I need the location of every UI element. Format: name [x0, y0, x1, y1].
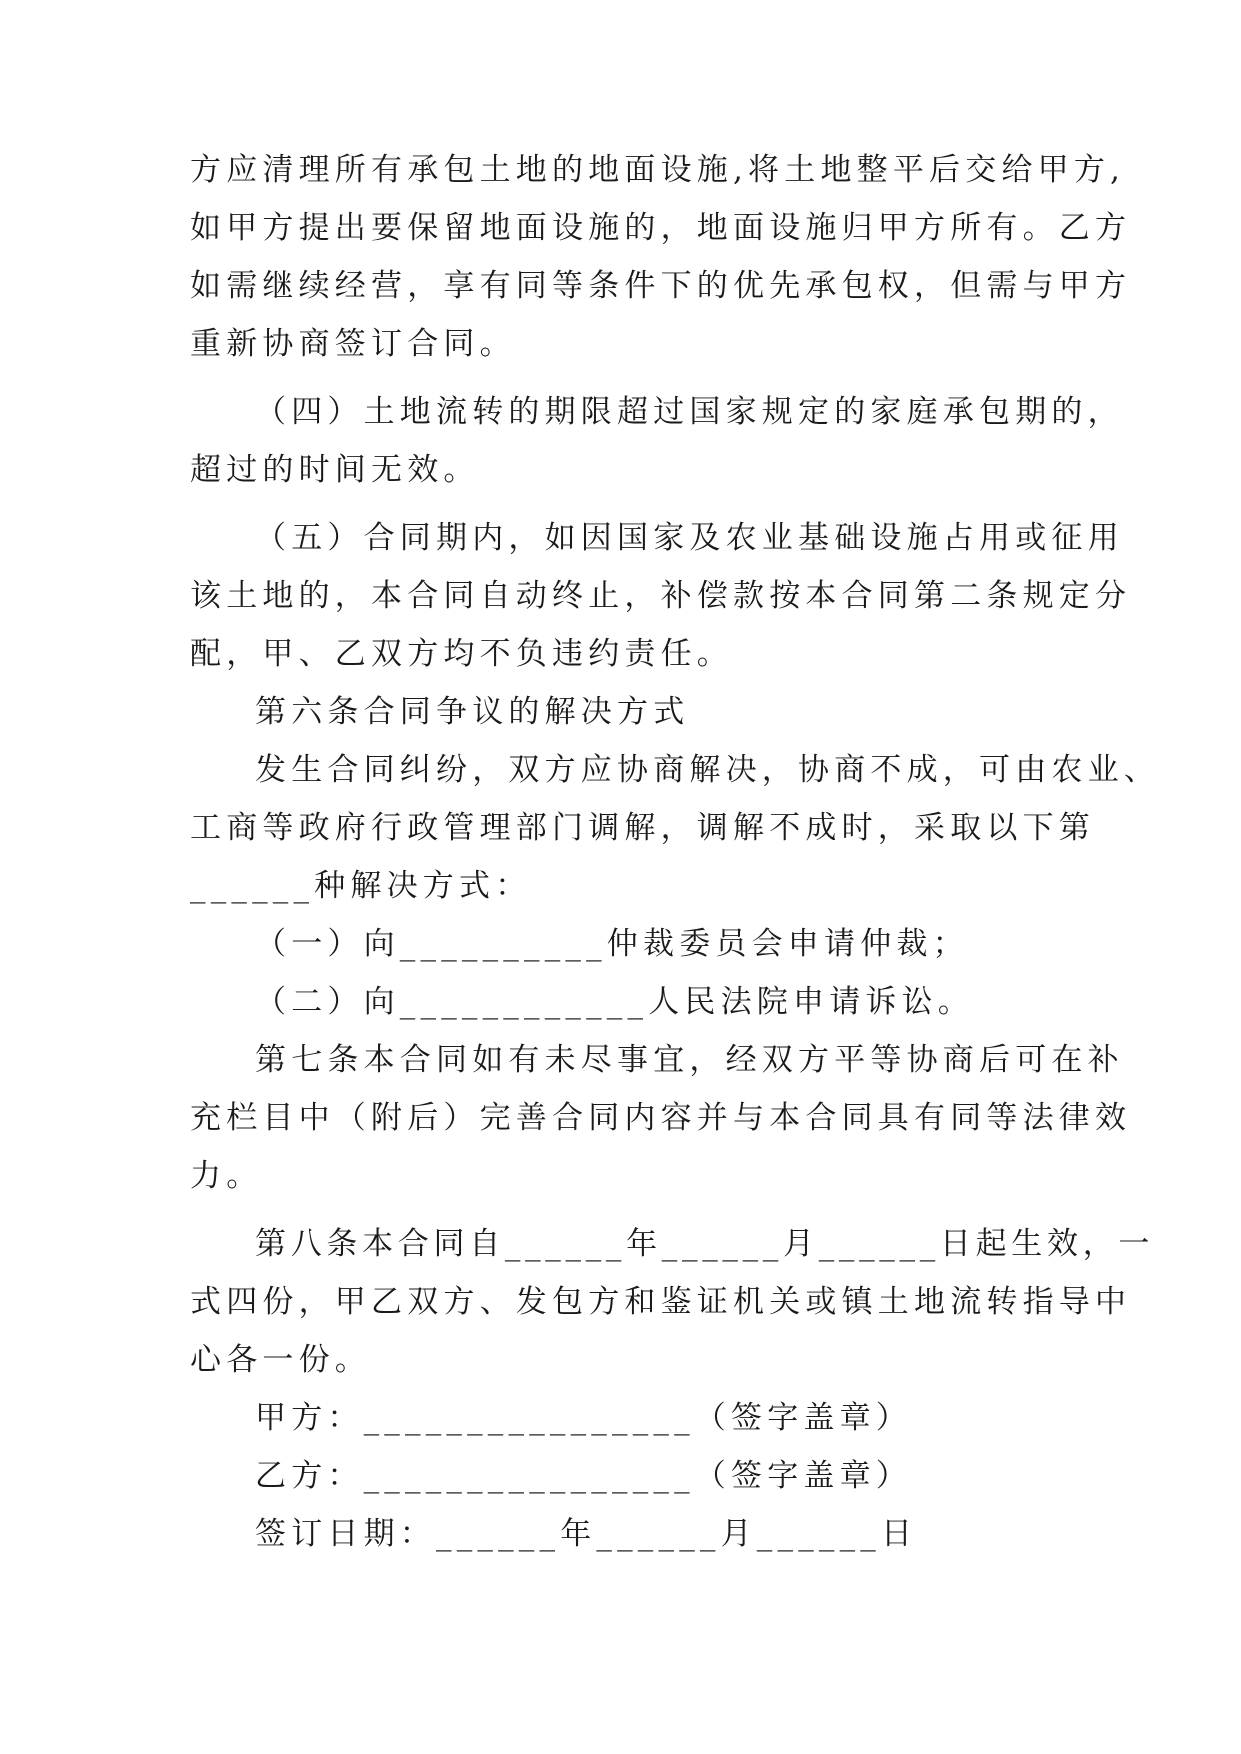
text-line: 式四份，甲乙双方、发包方和鉴证机关或镇土地流转指导中 — [190, 1284, 1132, 1320]
party-b-signature-line: 乙方：________________（签字盖章） — [255, 1458, 912, 1494]
article-eight-line: 第八条本合同自______年______月______日起生效，一 — [255, 1226, 1155, 1262]
text-line: 方应清理所有承包土地的地面设施,将土地整平后交给甲方, — [190, 152, 1126, 188]
text-line: 如甲方提出要保留地面设施的，地面设施归甲方所有。乙方 — [190, 210, 1132, 246]
party-a-signature-line: 甲方：________________（签字盖章） — [255, 1400, 912, 1436]
article-six-heading: 第六条合同争议的解决方式 — [255, 694, 690, 730]
text-line: 发生合同纠纷，双方应协商解决，协商不成，可由农业、 — [255, 752, 1160, 788]
text-line: 工商等政府行政管理部门调解，调解不成时，采取以下第 — [190, 810, 1095, 846]
text-line: ______种解决方式： — [190, 868, 532, 904]
litigation-option: （二）向____________人民法院申请诉讼。 — [255, 984, 974, 1020]
text-line: 配，甲、乙双方均不负违约责任。 — [190, 636, 733, 672]
text-line: 力。 — [190, 1158, 263, 1194]
arbitration-option: （一）向__________仲裁委员会申请仲裁； — [255, 926, 969, 962]
clause-four-line: （四）土地流转的期限超过国家规定的家庭承包期的， — [255, 394, 1124, 430]
article-seven-line: 第七条本合同如有未尽事宜，经双方平等协商后可在补 — [255, 1042, 1124, 1078]
text-line: 该土地的，本合同自动终止，补偿款按本合同第二条规定分 — [190, 578, 1132, 614]
clause-five-line: （五）合同期内，如因国家及农业基础设施占用或征用 — [255, 520, 1124, 556]
text-line: 重新协商签订合同。 — [190, 326, 516, 362]
signing-date-line: 签订日期：______年______月______日 — [255, 1516, 918, 1552]
text-line: 超过的时间无效。 — [190, 452, 480, 488]
text-line: 如需继续经营，享有同等条件下的优先承包权，但需与甲方 — [190, 268, 1132, 304]
text-line: 心各一份。 — [190, 1342, 371, 1378]
text-line: 充栏目中（附后）完善合同内容并与本合同具有同等法律效 — [190, 1100, 1132, 1136]
